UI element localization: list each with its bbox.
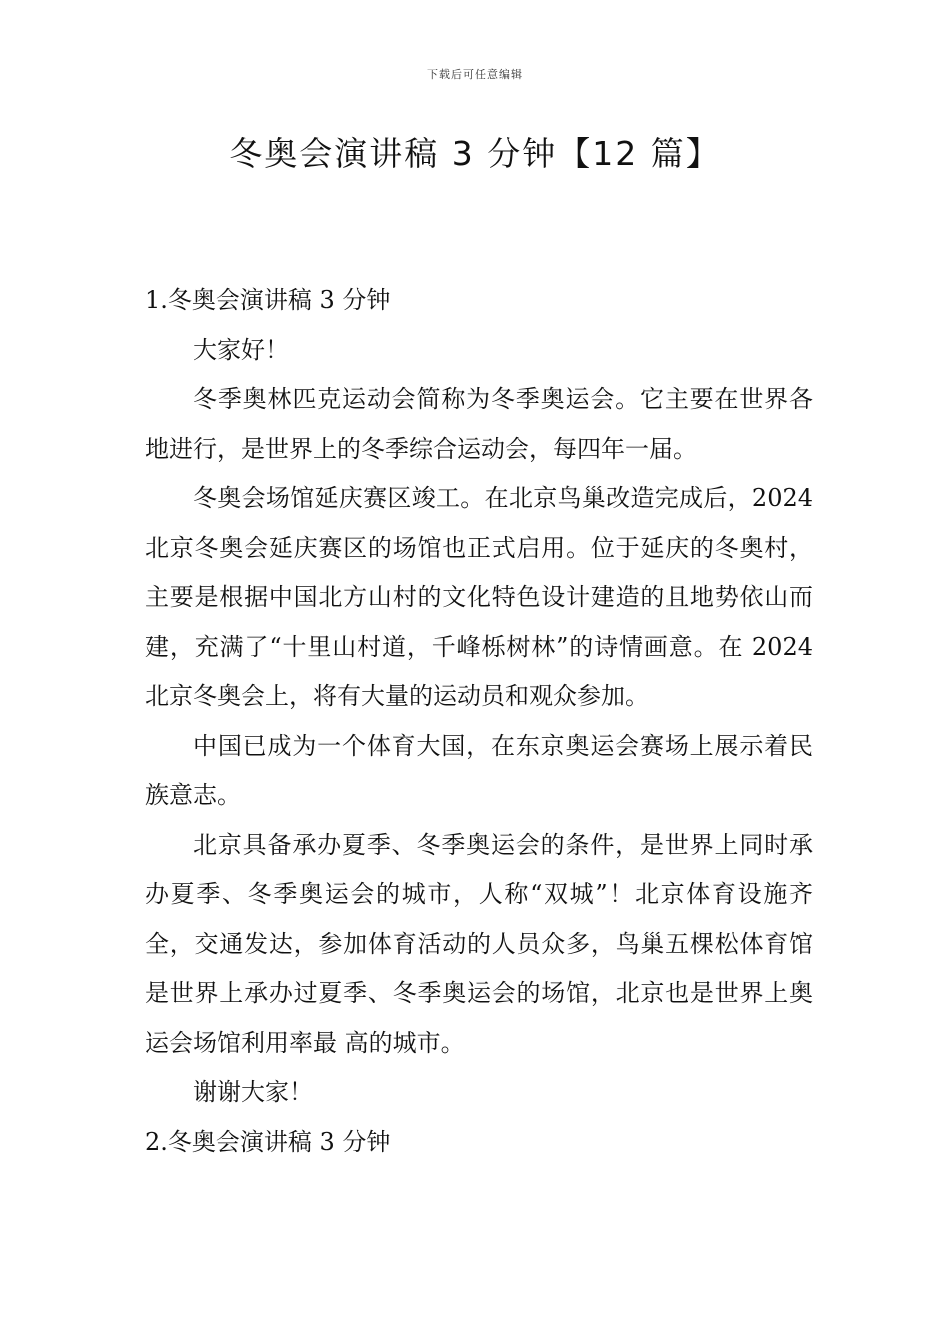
closing-paragraph: 谢谢大家！ bbox=[193, 1078, 313, 1106]
header-note: 下载后可任意编辑 bbox=[427, 68, 523, 81]
body-paragraph: 冬季奥林匹克运动会简称为冬季奥运会。它主要在世界各地进行，是世界上的冬季综合运动会，每四年一届。 bbox=[145, 385, 813, 463]
document-title: 冬奥会演讲稿 3 分钟【12 篇】 bbox=[229, 134, 721, 173]
section-heading: 1.冬奥会演讲稿 3 分钟 bbox=[145, 286, 391, 314]
document-body bbox=[145, 276, 813, 1167]
section-heading: 2.冬奥会演讲稿 3 分钟 bbox=[145, 1127, 391, 1156]
section-1 bbox=[145, 276, 813, 1118]
greeting-paragraph: 大家好！ bbox=[193, 335, 289, 364]
body-paragraph: 中国已成为一个体育大国，在东京奥运会赛场上展示着民族意志。 bbox=[145, 731, 813, 809]
section-2 bbox=[145, 1118, 813, 1168]
body-paragraph: 北京具备承办夏季、冬季奥运会的条件，是世界上同时承办夏季、冬季奥运会的城市，人称“双城”！北京体育设施齐全，交通发达，参加体育活动的人员众多，鸟巢五棵松体育馆是世界上承办过夏季、冬季奥运会的场馆，北京也是世界上奥运会场馆利用率最 高的城市。 bbox=[145, 830, 813, 1057]
body-paragraph: 冬奥会场馆延庆赛区竣工。在北京鸟巢改造完成后，2024 北京冬奥会延庆赛区的场馆也正式启用。位于延庆的冬奥村，主要是根据中国北方山村的文化特色设计建造的且地势依山而建，充满了“十里山村道，千峰栎树林”的诗情画意。在 2024 北京冬奥会上，将有大量的运动员和观众参加。 bbox=[145, 484, 813, 710]
